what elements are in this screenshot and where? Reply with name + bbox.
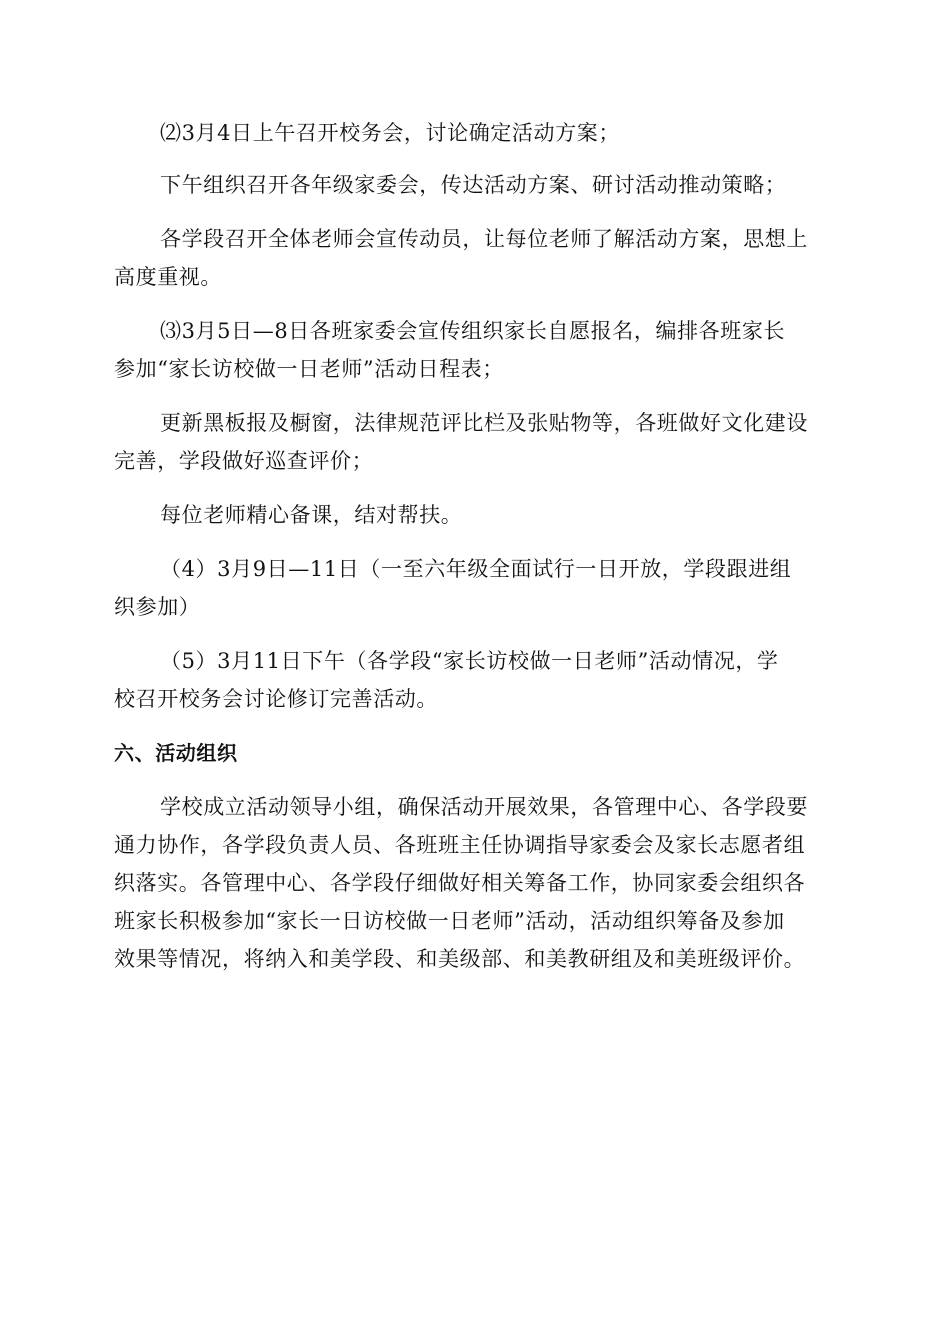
paragraph-line: ⑵3月4日上午召开校务会，讨论确定活动方案； (160, 121, 620, 145)
paragraph-line: 校召开校务会讨论修订完善活动。 (114, 687, 438, 711)
paragraph-line: 各学段召开全体老师会宣传动员，让每位老师了解活动方案，思想上 (160, 227, 808, 251)
paragraph-line: 织参加） (114, 595, 201, 619)
paragraph-line: 每位老师精心备课，结对帮扶。 (160, 503, 463, 527)
paragraph-line: （5）3月11日下午（各学段“家长访校做一日老师”活动情况，学 (160, 649, 779, 673)
paragraph-line: 更新黑板报及橱窗，法律规范评比栏及张贴物等，各班做好文化建设 (160, 411, 808, 435)
section-body-line: 织落实。各管理中心、各学段仔细做好相关筹备工作，协同家委会组织各 (114, 871, 806, 895)
section-body-line: 班家长积极参加“家长一日访校做一日老师”活动，活动组织筹备及参加 (114, 909, 785, 933)
paragraph-line: ⑶3月5日—8日各班家委会宣传组织家长自愿报名，编排各班家长 (160, 319, 786, 343)
paragraph-line: 参加“家长访校做一日老师”活动日程表； (114, 357, 504, 381)
section-body-line: 效果等情况，将纳入和美学段、和美级部、和美教研组及和美班级评价。 (114, 947, 806, 971)
paragraph-line: 高度重视。 (114, 265, 222, 289)
section-body-line: 学校成立活动领导小组，确保活动开展效果，各管理中心、各学段要 (160, 795, 808, 819)
section-heading: 六、活动组织 (114, 741, 238, 765)
paragraph-line: 完善，学段做好巡查评价； (114, 449, 374, 473)
paragraph-line: （4）3月9日—11日（一至六年级全面试行一日开放，学段跟进组 (160, 557, 792, 581)
section-body-line: 通力协作，各学段负责人员、各班班主任协调指导家委会及家长志愿者组 (114, 833, 806, 857)
paragraph-line: 下午组织召开各年级家委会，传达活动方案、研讨活动推动策略； (160, 173, 787, 197)
